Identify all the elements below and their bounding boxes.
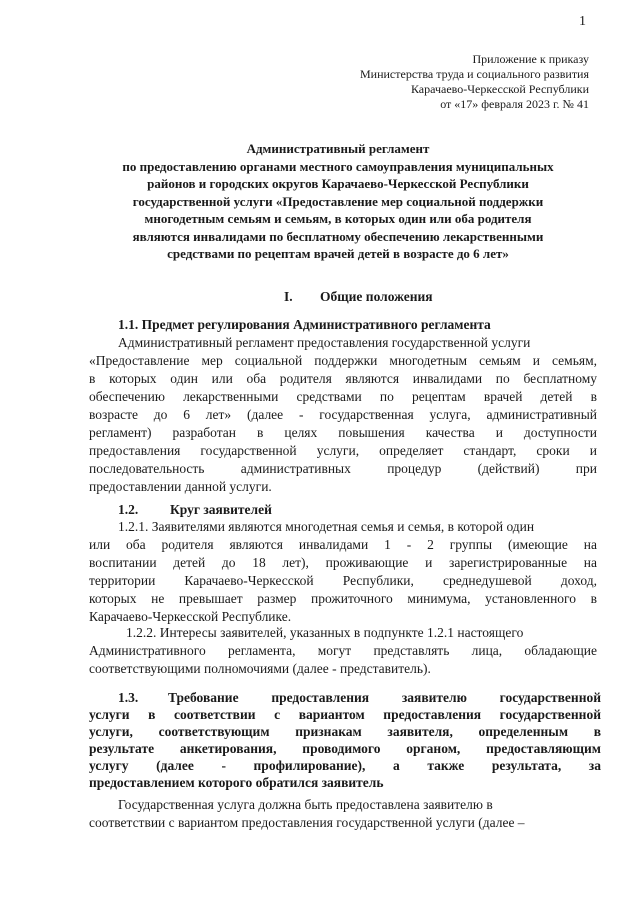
text-line: которых не превышает размер прожиточного минимума, установленного в: [89, 591, 597, 606]
text-line: Административный регламент предоставления государственной услуги: [118, 335, 531, 350]
annex-line: от «17» февраля 2023 г. № 41: [440, 97, 589, 111]
subsection-1-2-2-body: [89, 624, 597, 678]
text-line: «Предоставление мер социальной поддержки многодетным семьям и семьям,: [89, 353, 597, 368]
text-line: предоставления государственной услуги, определяет стандарт, сроки и: [89, 443, 597, 458]
title-line: государственной услуги «Предоставление мер социальной поддержки: [132, 193, 544, 209]
heading-line: [89, 689, 601, 706]
subsection-1-3-body: [89, 796, 601, 832]
text-line: 1.2.2. Интересы заявителей, указанных в подпункте 1.2.1 настоящего: [126, 625, 524, 640]
text-line: предоставлении данной услуги.: [89, 479, 272, 494]
heading-line-text: Требование предоставления заявителю государственной: [168, 690, 601, 705]
text-line: Государственная услуга должна быть предоставлена заявителю в: [118, 797, 493, 812]
title-line: средствами по рецептам врачей детей в возрасте до 6 лет»: [167, 246, 509, 261]
annex-line: Приложение к приказу: [472, 52, 589, 66]
text-line: соответствующими полномочиями (далее - представитель).: [89, 661, 431, 676]
text-line: воспитании детей до 18 лет), проживающие и зарегистрированные на: [89, 555, 597, 570]
heading-line: услуги в соответствии с вариантом предоставления государственной: [89, 707, 601, 722]
text-line: Административного регламента, могут представлять лица, обладающие: [89, 643, 597, 658]
text-line: территории Карачаево-Черкесской Республики, среднедушевой доход,: [89, 573, 597, 588]
text-line: обеспечению лекарственными средствами по рецептам врачей детей в: [89, 389, 597, 404]
heading-line: результате анкетирования, проводимого органом, предоставляющим: [89, 741, 601, 756]
subsection-1-1-body: [89, 334, 597, 496]
title-line: Административный регламент: [246, 141, 430, 156]
subsection-1-1-heading: 1.1. Предмет регулирования Административного регламента: [118, 317, 491, 332]
heading-line: услугу (далее - профилирование), а также результата, за: [89, 758, 601, 773]
document-title: [70, 140, 606, 263]
text-line: соответствии с вариантом предоставления государственной услуги (далее –: [89, 815, 525, 830]
text-line: возрасте до 6 лет» (далее - государственная услуга, административный: [89, 407, 597, 422]
text-line: Карачаево-Черкесской Республике.: [89, 609, 292, 624]
text-line: последовательность административных процедур (действий) при: [89, 461, 597, 476]
subsection-title: Круг заявителей: [170, 502, 272, 517]
section-title: Общие положения: [320, 289, 433, 304]
text-line: в которых один или оба родителя являются инвалидами по бесплатному: [89, 371, 597, 386]
text-line: регламент) разработан в целях повышения качества и доступности: [89, 425, 597, 440]
text-line: 1.2.1. Заявителями являются многодетная семья и семья, в которой один: [118, 519, 535, 534]
annex-line: Министерства труда и социального развития: [359, 67, 589, 81]
title-line: районов и городских округов Карачаево-Черкесской Республики: [147, 176, 529, 191]
subsection-number: 1.2.: [118, 502, 139, 517]
title-line: многодетным семьям и семьям, в которых один или оба родителя: [144, 211, 532, 226]
subsection-number: 1.3.: [118, 690, 139, 705]
heading-line: предоставлением которого обратился заявитель: [89, 775, 384, 790]
title-line: являются инвалидами по бесплатному обеспечению лекарственными: [132, 228, 544, 244]
text-line: или оба родителя являются инвалидами 1 - 2 группы (имеющие на: [89, 537, 597, 552]
section-number: I.: [284, 289, 293, 304]
subsection-1-2-heading: [118, 502, 272, 518]
section-heading: [284, 289, 433, 305]
subsection-1-2-1-body: [89, 518, 597, 626]
annex-line: Карачаево-Черкесской Республики: [410, 82, 589, 96]
subsection-1-3-heading: [89, 689, 601, 791]
annex-note: [360, 52, 589, 112]
page-number: 1: [579, 14, 586, 29]
title-line: по предоставлению органами местного самоуправления муниципальных: [122, 158, 554, 174]
heading-line: услуги, соответствующим признакам заявителя, определенным в: [89, 724, 601, 739]
